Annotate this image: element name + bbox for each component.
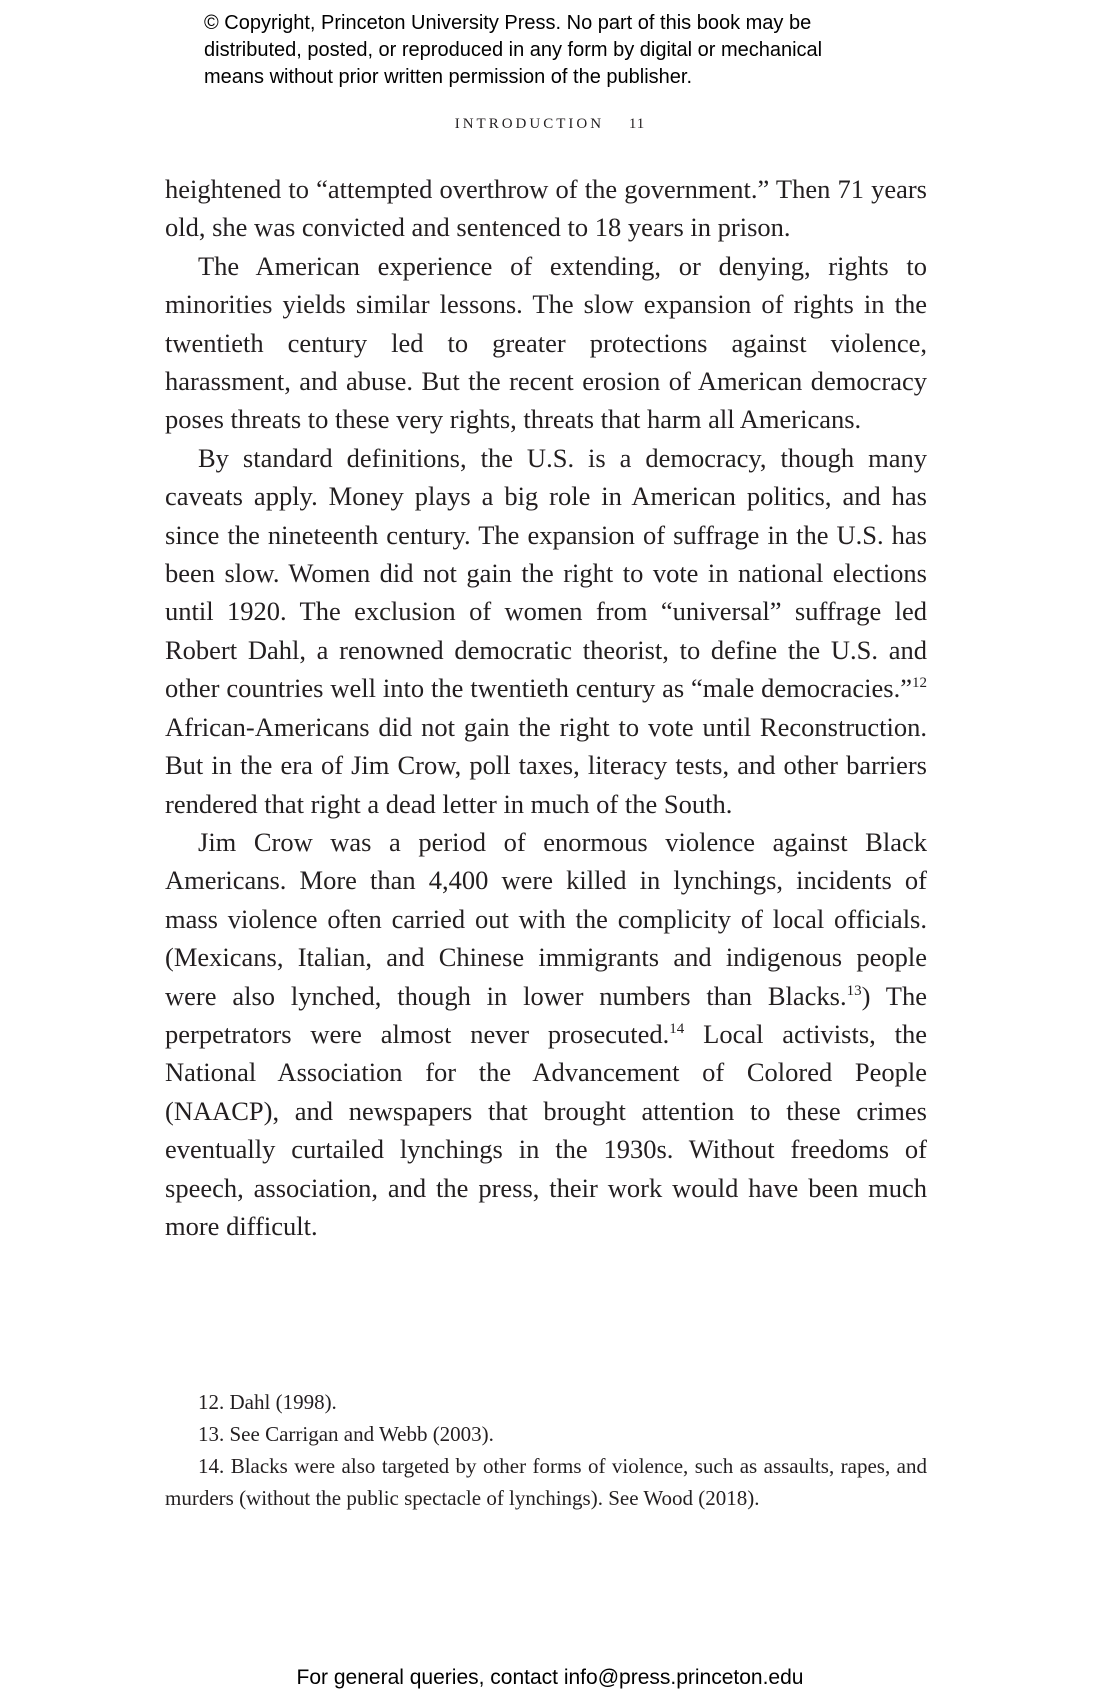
footnote-ref[interactable]: 13: [846, 982, 862, 999]
footnotes: [165, 1386, 927, 1514]
body-text: [165, 170, 927, 1245]
copyright-notice: © Copyright, Princeton University Press. No part of this book may be distributed, posted, or reproduced in any form by digital or mechanical means without prior written permission of the publisher.: [204, 12, 823, 88]
footnote-ref[interactable]: 14: [669, 1020, 685, 1037]
running-head-section: INTRODUCTION: [454, 116, 605, 132]
footnote: 13. See Carrigan and Webb (2003).: [198, 1422, 494, 1446]
paragraph: [165, 439, 927, 823]
paragraph-text: By standard definitions, the U.S. is a democracy, though many caveats apply. Money plays a big role in American politics, and has since the nineteenth century. The expansion of suffrage in the U.S. has been slow. Women did not gain the right to vote in national elections until 1920. The exclusion of women from “universal” suffrage led Robert Dahl, a renowned democratic theorist, to define the U.S. and other countries well into the twentieth century as “male democracies.”: [165, 442, 927, 704]
footnote-ref[interactable]: 12: [912, 675, 927, 692]
paragraph: [165, 823, 927, 1245]
paragraph: The American experience of extending, or denying, rights to minorities yields similar lessons. The slow expansion of rights in the twentieth century led to greater protections against violence, harassment, and abuse. But the recent erosion of American democracy poses threats to these very rights, threats that harm all Americans.: [165, 250, 927, 435]
footnote: 12. Dahl (1998).: [198, 1390, 337, 1414]
paragraph-text: Jim Crow was a period of enormous violence against Black Americans. More than 4,400 were killed in lynchings, incidents of mass violence often carried out with the complicity of local officials. (Mexicans, Italian, and Chinese immigrants and indigenous people were also lynched, though in lower numbers than Blacks.: [165, 826, 927, 1011]
running-head: [0, 116, 1100, 133]
footnote: 14. Blacks were also targeted by other forms of violence, such as assaults, rapes, and murders (without the public spectacle of lynchings). See Wood (2018).: [165, 1454, 927, 1510]
paragraph-text: African-Americans did not gain the right to vote until Reconstruction. But in the era of Jim Crow, poll taxes, literacy tests, and other barriers rendered that right a dead letter in much of the South.: [165, 711, 927, 819]
paragraph-text: ) The perpetrators were almost never prosecuted.: [165, 980, 927, 1049]
contact-footer: For general queries, contact info@press.princeton.edu: [296, 1666, 804, 1689]
page-number: 11: [628, 116, 646, 132]
paragraph-text: Local activists, the National Association for the Advancement of Colored People (NAACP), and newspapers that brought attention to these crimes eventually curtailed lynchings in the 1930s. Without freedoms of speech, association, and the press, their work would have been much more difficult.: [165, 1018, 927, 1241]
paragraph: heightened to “attempted overthrow of the government.” Then 71 years old, she was convicted and sentenced to 18 years in prison.: [165, 174, 927, 243]
